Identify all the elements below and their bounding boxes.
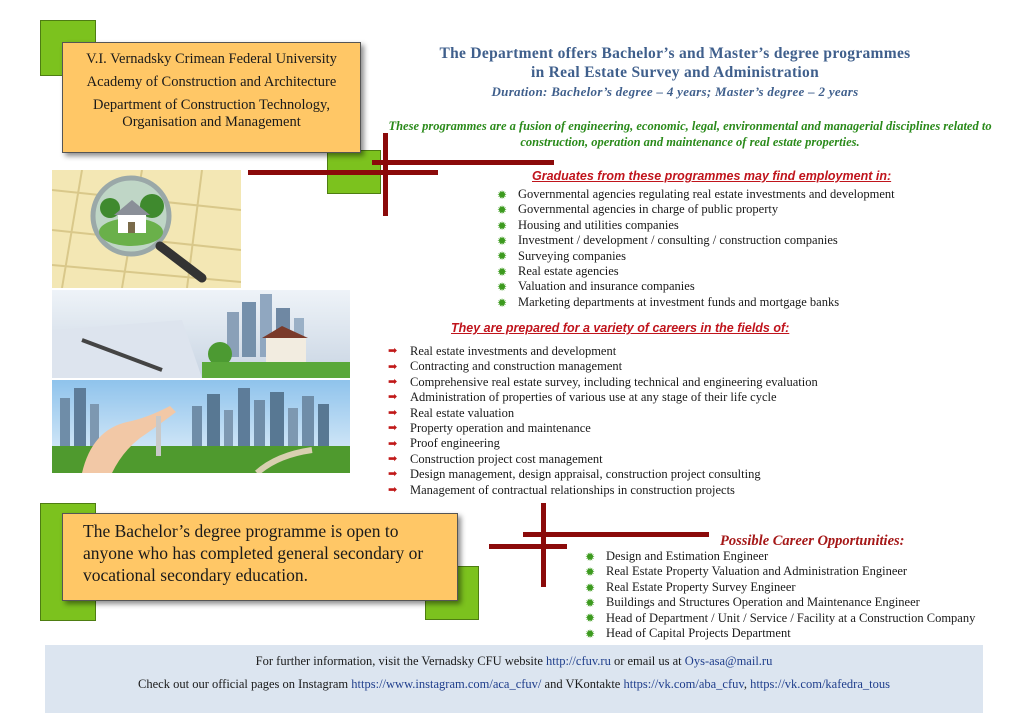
list-item-text: Surveying companies [518, 248, 626, 263]
decor-red-bar [372, 160, 554, 165]
academy-name: Academy of Construction and Architecture [86, 74, 337, 90]
email-link[interactable]: Oys-asa@mail.ru [684, 654, 773, 668]
list-item-text: Real Estate Property Survey Engineer [606, 579, 796, 594]
website-link[interactable]: http://cfuv.ru [546, 654, 611, 668]
list-item [497, 249, 895, 264]
list-item [585, 549, 975, 564]
list-item [388, 421, 818, 436]
red-arrow-icon: ➡ [388, 376, 398, 389]
red-arrow-icon: ➡ [388, 453, 398, 466]
list-item-text: Comprehensive real estate survey, including technical and engineering evaluation [410, 374, 818, 389]
green-star-icon: ✹ [585, 549, 596, 564]
list-item-text: Investment / development / consulting / construction companies [518, 233, 838, 248]
opportunities-title: Possible Career Opportunities: [720, 533, 905, 549]
green-star-icon: ✹ [585, 626, 596, 641]
red-arrow-icon: ➡ [388, 360, 398, 373]
list-item [388, 467, 818, 482]
red-arrow-icon: ➡ [388, 391, 398, 404]
careers-title: They are prepared for a variety of careers in the fields of: [451, 321, 790, 335]
contact-text: Check out our official pages on Instagram [138, 677, 352, 691]
red-arrow-icon: ➡ [388, 468, 398, 481]
green-star-icon: ✹ [585, 565, 596, 580]
list-item [497, 218, 895, 233]
green-star-icon: ✹ [497, 249, 508, 264]
red-arrow-icon: ➡ [388, 422, 398, 435]
bachelor-note-text: The Bachelor’s degree programme is open to anyone who has completed general secondary or vocational secondary education. [83, 521, 424, 585]
contact-text: , [743, 677, 751, 691]
contact-info-panel [45, 645, 983, 713]
green-star-icon: ✹ [585, 611, 596, 626]
red-arrow-icon: ➡ [388, 345, 398, 358]
red-arrow-icon: ➡ [388, 483, 398, 496]
list-item-text: Design and Estimation Engineer [606, 549, 769, 563]
list-item-text: Design management, design appraisal, construction project consulting [410, 467, 761, 482]
list-item [388, 436, 818, 451]
list-item [497, 279, 895, 294]
programme-header [380, 44, 970, 101]
list-item [388, 390, 818, 405]
decor-red-bar [248, 170, 438, 175]
list-item [497, 187, 895, 202]
green-star-icon: ✹ [497, 280, 508, 295]
list-item-text: Real estate valuation [410, 405, 515, 420]
careers-list [388, 344, 818, 498]
bachelor-note-box [62, 513, 458, 601]
employment-list [497, 187, 895, 310]
list-item-text: Head of Department / Unit / Service / Facility at a Construction Company [606, 610, 976, 625]
list-item [585, 580, 975, 595]
list-item [585, 595, 975, 610]
list-item-text: Valuation and insurance companies [518, 279, 695, 294]
green-star-icon: ✹ [497, 187, 508, 202]
green-star-icon: ✹ [585, 595, 596, 610]
city-buildings-image [52, 290, 350, 378]
university-info-box [62, 42, 361, 153]
list-item-text: Construction project cost management [410, 451, 603, 466]
green-star-icon: ✹ [497, 264, 508, 279]
red-arrow-icon: ➡ [388, 406, 398, 419]
list-item [388, 452, 818, 467]
opportunities-list [585, 549, 975, 641]
list-item-text: Marketing departments at investment funds and mortgage banks [518, 294, 840, 309]
vk-link-aba[interactable]: https://vk.com/aba_cfuv [623, 677, 744, 691]
programme-description: These programmes are a fusion of engineering, economic, legal, environmental and managerial disciplines related to construction, operation and maintenance of real estate properties. [388, 119, 992, 149]
contact-line-website [45, 650, 983, 673]
decor-red-bar [523, 532, 709, 537]
list-item [585, 626, 975, 641]
red-arrow-icon: ➡ [388, 437, 398, 450]
list-item-text: Management of contractual relationships in construction projects [410, 482, 735, 497]
list-item-text: Real estate investments and development [410, 344, 617, 358]
hand-key-city-image [52, 380, 350, 473]
list-item-text: Real Estate Property Valuation and Administration Engineer [606, 564, 908, 579]
list-item-text: Real estate agencies [518, 264, 619, 279]
list-item-text: Contracting and construction management [410, 359, 623, 374]
list-item-text: Buildings and Structures Operation and Maintenance Engineer [606, 595, 920, 610]
list-item-text: Proof engineering [410, 436, 500, 451]
list-item [388, 344, 818, 359]
green-star-icon: ✹ [497, 233, 508, 248]
list-item-text: Property operation and maintenance [410, 421, 591, 436]
list-item-text: Administration of properties of various use at any stage of their life cycle [410, 390, 777, 405]
department-name: Department of Construction Technology, Organisation and Management [93, 97, 330, 130]
university-name: V.I. Vernadsky Crimean Federal University [86, 51, 337, 67]
green-star-icon: ✹ [497, 218, 508, 233]
list-item-text: Housing and utilities companies [518, 217, 679, 232]
list-item [585, 611, 975, 626]
list-item [388, 406, 818, 421]
magnifier-house-image [52, 170, 241, 288]
instagram-link[interactable]: https://www.instagram.com/aca_cfuv/ [351, 677, 542, 691]
list-item [388, 359, 818, 374]
list-item [388, 375, 818, 390]
header-line2: in Real Estate Survey and Administration [530, 64, 819, 81]
vk-link-kafedra[interactable]: https://vk.com/kafedra_tous [750, 677, 890, 691]
list-item [497, 233, 895, 248]
list-item-text: Head of Capital Projects Department [606, 626, 791, 641]
contact-text: or email us at [610, 654, 685, 668]
list-item [585, 564, 975, 579]
list-item [497, 295, 895, 310]
list-item-text: Governmental agencies regulating real estate investments and development [518, 187, 895, 201]
decor-red-bar [489, 544, 567, 549]
header-line1: The Department offers Bachelor’s and Master’s degree programmes [439, 45, 911, 62]
list-item-text: Governmental agencies in charge of public property [518, 202, 779, 217]
list-item [497, 264, 895, 279]
contact-text: and VKontakte [541, 677, 624, 691]
list-item [497, 202, 895, 217]
green-star-icon: ✹ [497, 295, 508, 310]
contact-line-social [45, 673, 983, 696]
employment-title: Graduates from these programmes may find employment in: [532, 169, 892, 183]
green-star-icon: ✹ [497, 203, 508, 218]
contact-text: For further information, visit the Vernadsky CFU website [255, 654, 547, 668]
list-item [388, 483, 818, 498]
green-star-icon: ✹ [585, 580, 596, 595]
header-duration: Duration: Bachelor’s degree – 4 years; Master’s degree – 2 years [491, 84, 859, 99]
